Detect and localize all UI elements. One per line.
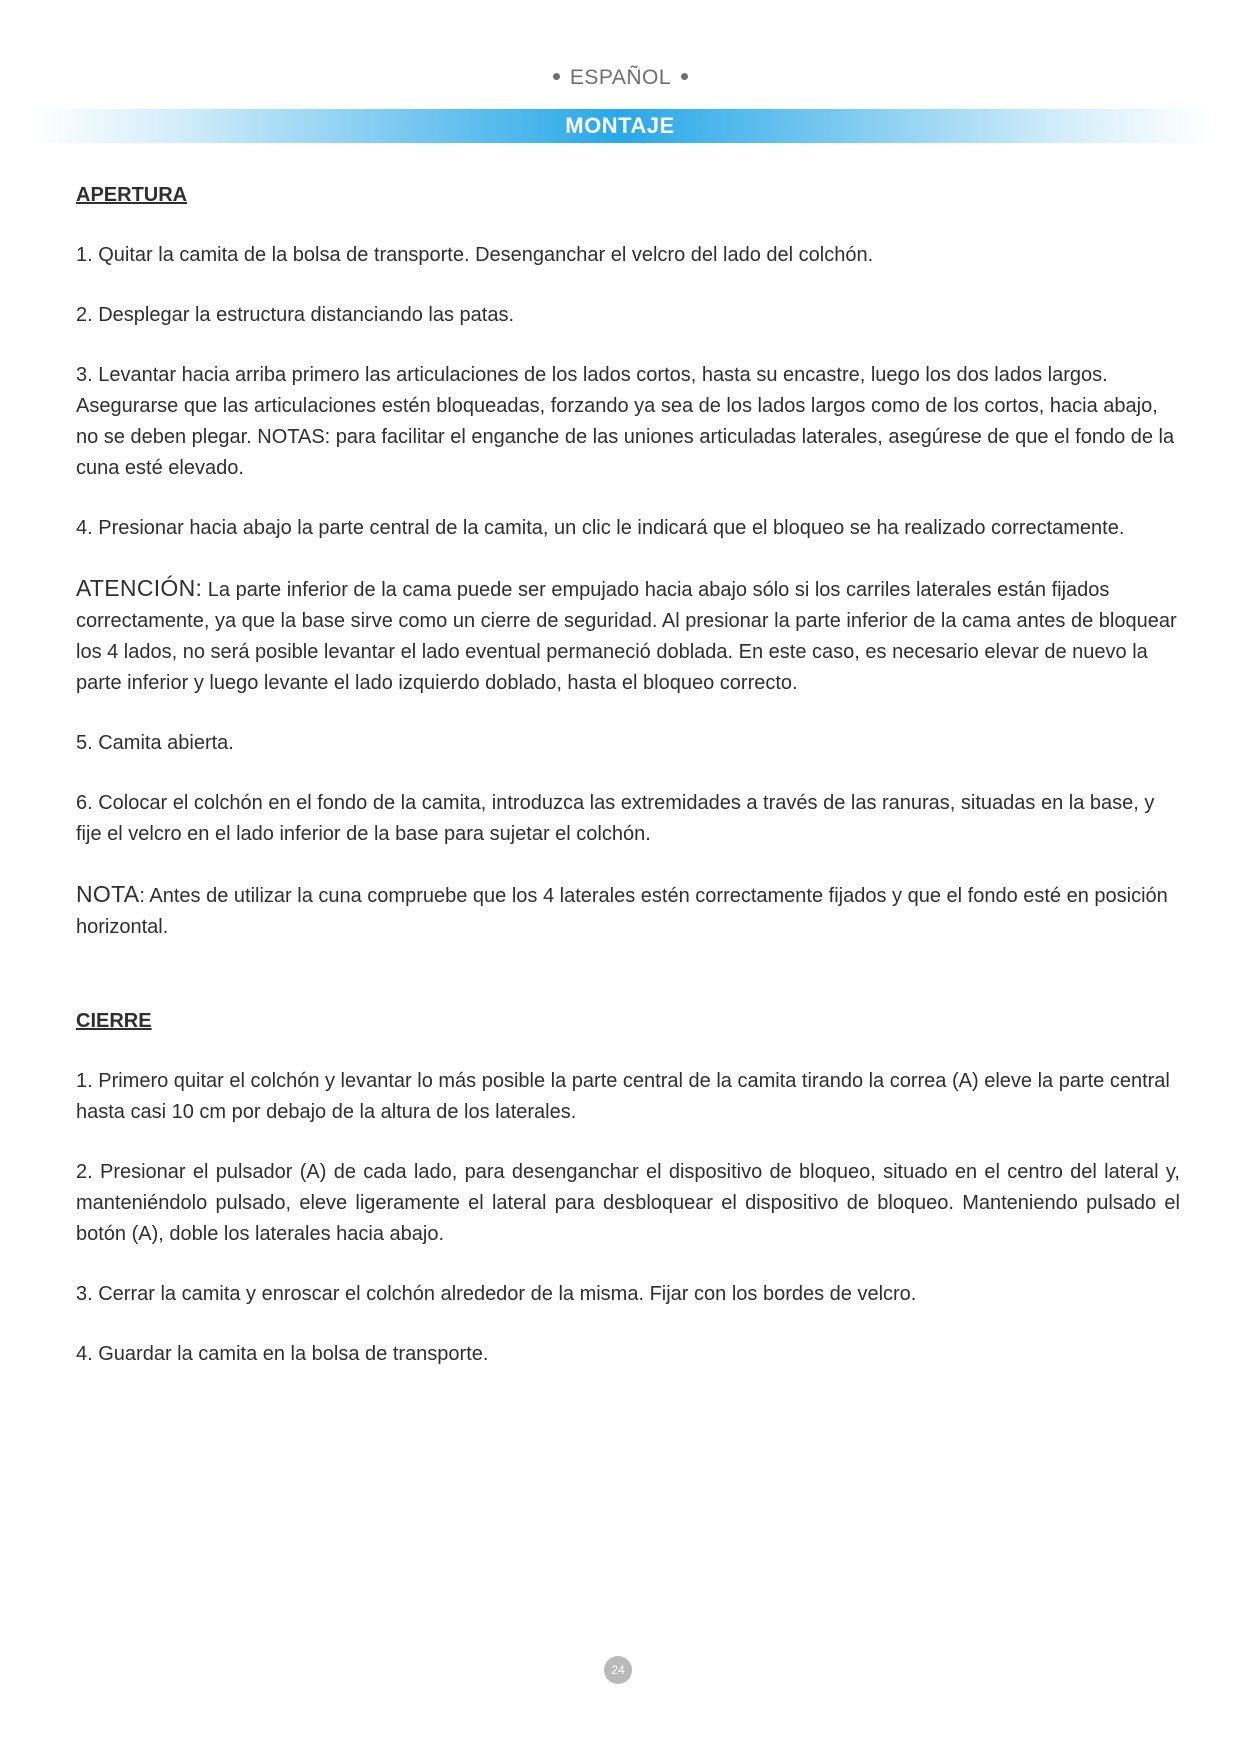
apertura-step-2: 2. Desplegar la estructura distanciando las patas. [76, 304, 515, 326]
bullet-dot-icon [681, 73, 688, 80]
section-title: MONTAJE [565, 113, 675, 138]
page-number-badge: 24 [604, 1656, 632, 1684]
nota-paragraph [76, 879, 1180, 943]
cierre-step-3: 3. Cerrar la camita y enroscar el colchón alrededor de la misma. Fijar con los bordes de velcro. [76, 1283, 917, 1305]
apertura-step-6: 6. Colocar el colchón en el fondo de la camita, introduzca las extremidades a través de las ranuras, situadas en la base, y fije el velcro en el lado inferior de la base para sujetar el colchón. [76, 792, 1155, 845]
cierre-heading: CIERRE [76, 1010, 152, 1032]
atencion-label: ATENCIÓN: [76, 575, 203, 601]
apertura-step-4: 4. Presionar hacia abajo la parte central de la camita, un clic le indicará que el bloqueo se ha realizado correctamente. [76, 517, 1125, 539]
language-text: ESPAÑOL [569, 66, 672, 89]
language-label [0, 66, 1241, 90]
apertura-step-3: 3. Levantar hacia arriba primero las articulaciones de los lados cortos, hasta su encastre, luego los dos lados largos. Asegurarse que las articulaciones estén bloqueadas, forzando ya sea de los lados largos como de los cortos, hacia abajo, no se deben plegar. NOTAS: para facilitar el enganche de las uniones articuladas laterales, asegúrese de que el fondo de la cuna esté elevado. [76, 364, 1175, 479]
atencion-paragraph [76, 573, 1180, 699]
cierre-step-2: 2. Presionar el pulsador (A) de cada lado, para desenganchar el dispositivo de bloqueo, situado en el centro del lateral y, manteniéndolo pulsado, eleve ligeramente el lateral para desbloquear el dispositivo de bloqueo. Manteniendo pulsado el botón (A), doble los laterales hacia abajo. [76, 1161, 1180, 1245]
apertura-step-1: 1. Quitar la camita de la bolsa de transporte. Desenganchar el velcro del lado del colchón. [76, 244, 874, 266]
nota-label: NOTA [76, 881, 140, 907]
apertura-step-5: 5. Camita abierta. [76, 732, 234, 754]
bullet-dot-icon [553, 73, 560, 80]
nota-text: : Antes de utilizar la cuna compruebe que los 4 laterales estén correctamente fijados y que el fondo esté en posición horizontal. [76, 885, 1168, 938]
document-body [76, 180, 1180, 1370]
atencion-text: La parte inferior de la cama puede ser empujado hacia abajo sólo si los carriles laterales están fijados correctamente, ya que la base sirve como un cierre de seguridad. Al presionar la parte inferior de la cama antes de bloquear los 4 lados, no será posible levantar el lado eventual permaneció doblada. En este caso, es necesario elevar de nuevo la parte inferior y luego levante el lado izquierdo doblado, hasta el bloqueo correcto. [76, 579, 1177, 694]
apertura-heading: APERTURA [76, 184, 188, 206]
section-banner [30, 109, 1210, 143]
cierre-step-1: 1. Primero quitar el colchón y levantar lo más posible la parte central de la camita tirando la correa (A) eleve la parte central hasta casi 10 cm por debajo de la altura de los laterales. [76, 1070, 1170, 1123]
cierre-step-4: 4. Guardar la camita en la bolsa de transporte. [76, 1343, 489, 1365]
